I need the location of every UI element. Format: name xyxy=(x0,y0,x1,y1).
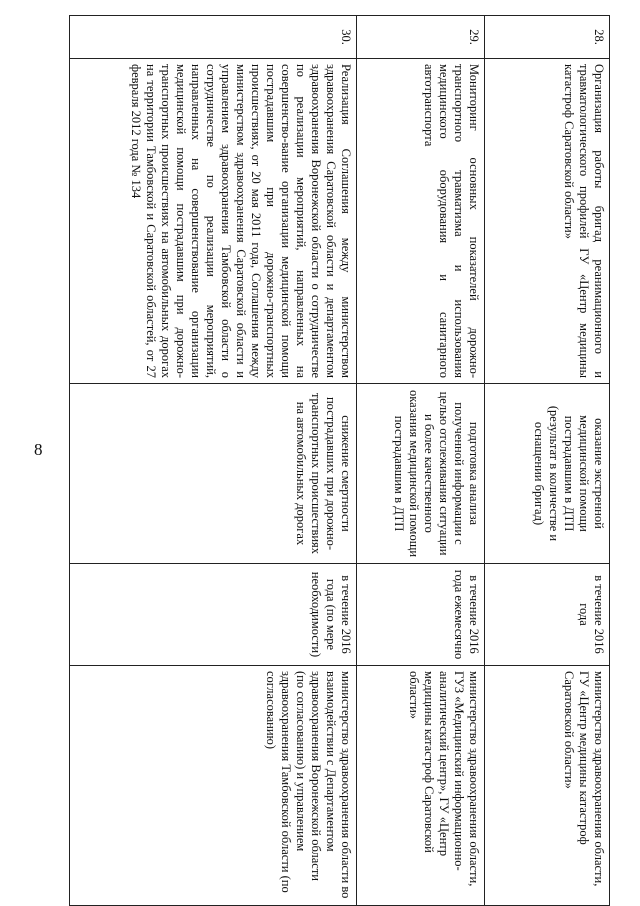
deadline: в течение 2016 года xyxy=(485,564,610,666)
measure-description: Организация работы бригад реанимационного и травматологического профилей ГУ «Центр медицины катастроф Саратовской области» xyxy=(485,59,610,384)
responsible-executor: министерство здравоохранения области во взаимодействии с Департаментом здравоохранения Воронежской области (по согласованию) и управлением здравоохранения Тамбовской области (по согласованию) xyxy=(70,666,357,906)
row-number: 29. xyxy=(357,16,485,59)
table-row xyxy=(357,16,485,906)
measures-table xyxy=(69,15,610,906)
expected-result: подготовка анализа полученной информации с целью отслеживания ситуации и более качественного оказания медицинской помощи пострадавшим в ДТП xyxy=(357,384,485,564)
table-row xyxy=(485,16,610,906)
deadline: в течение 2016 года (по мере необходимости) xyxy=(70,564,357,666)
expected-result: снижение смертности пострадавших при дорожно-транспортных происшествиях на автомобильных дорогах xyxy=(70,384,357,564)
rotated-table-container xyxy=(70,15,610,905)
row-number: 28. xyxy=(485,16,610,59)
deadline: в течение 2016 года ежемесячно xyxy=(357,564,485,666)
page-number: 8 xyxy=(34,440,43,459)
responsible-executor: министерство здравоохранения области, ГУ «Центр медицины катастроф Саратовской области» xyxy=(485,666,610,906)
expected-result: оказание экстренной медицинской помощи пострадавшим в ДТП (результат в количестве и оснащении бригад) xyxy=(485,384,610,564)
measure-description: Мониторинг основных показателей дорожно-транспортного травматизма и использования медицинского оборудования и санитарного автотранспорта xyxy=(357,59,485,384)
responsible-executor: министерство здравоохранения области, ГУЗ «Медицинский информационно-аналитический центр», ГУ «Центр медицины катастроф Саратовской области» xyxy=(357,666,485,906)
row-number: 30. xyxy=(70,16,357,59)
table-row xyxy=(70,16,357,906)
measure-description: Реализация Соглашения между министерством здравоохранения Саратовской области и департаментом здравоохранения Воронежской области о сотрудничестве по реализации мероприятий, направленных на совершенство-вание организации медицинской помощи пострадавшим при дорожно-транспортных происшествиях, от 20 мая 2011 года, Соглашения между министерством здравоохранения Саратовской области и управлением здравоохранения Тамбовской области о сотрудничестве по реализации мероприятий, направленных на совершенствование организации медицинской помощи пострадавшим при дорожно-транспортных происшествиях на автомобильных дорогах на территории Тамбовской и Саратовской областей, от 27 февраля 2012 года № 134 xyxy=(70,59,357,384)
